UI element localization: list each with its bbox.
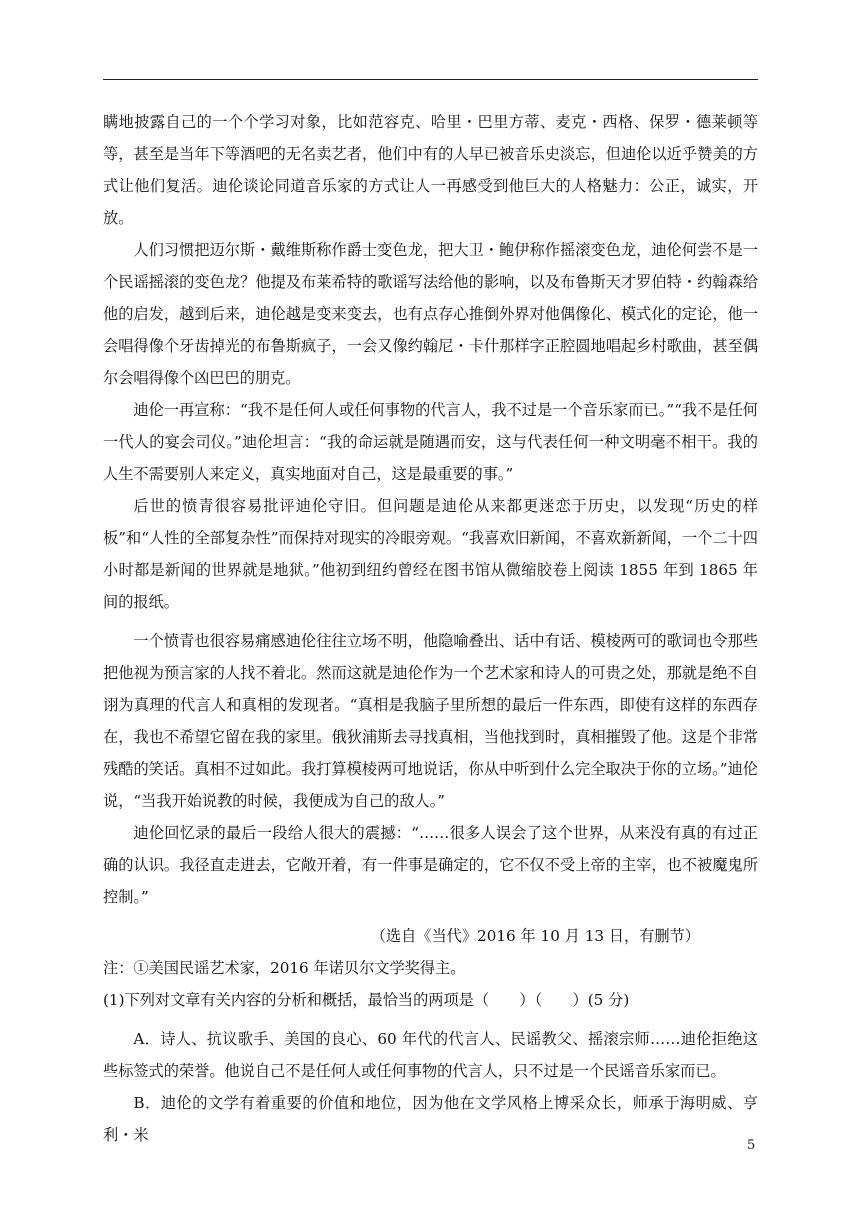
document-body [103, 106, 758, 1151]
paragraph-1: 瞒地披露自己的一个个学习对象，比如范容克、哈里・巴里方蒂、麦克・西格、保罗・德莱顿等等，甚至是当年下等酒吧的无名卖艺者，他们中有的人早已被音乐史淡忘，但迪伦以近乎赞美的方式让他们复活。迪伦谈论同道音乐家的方式让人一再感受到他巨大的人格魅力：公正，诚实，开放。 [103, 113, 758, 227]
footnote: 注：①美国民谣艺术家，2016 年诺贝尔文学奖得主。 [103, 959, 466, 977]
question-1: (1)下列对文章有关内容的分析和概括，最恰当的两项是（ ）（ ）(5 分) [103, 991, 630, 1009]
paragraph-2: 人们习惯把迈尔斯・戴维斯称作爵士变色龙，把大卫・鲍伊称作摇滚变色龙，迪伦何尝不是一个民谣摇滚的变色龙？他提及布莱希特的歌谣写法给他的影响，以及布鲁斯天才罗伯特・约翰森给他的启发，越到后来，迪伦越是变来变去，也有点存心推倒外界对他偶像化、模式化的定论，他一会唱得像个牙齿掉光的布鲁斯疯子，一会又像约翰尼・卡什那样字正腔圆地唱起乡村歌曲，甚至偶尔会唱得像个凶巴巴的朋克。 [103, 241, 758, 387]
paragraph-5: 一个愤青也很容易痛感迪伦往往立场不明，他隐喻叠出、话中有话、模棱两可的歌词也令那些把他视为预言家的人找不着北。然而这就是迪伦作为一个艺术家和诗人的可贵之处，那就是绝不自诩为真理的代言人和真相的发现者。“真相是我脑子里所想的最后一件东西，即使有这样的东西存在，我也不希望它留在我的家里。俄狄浦斯去寻找真相，当他找到时，真相摧毁了他。这是个非常残酷的笑话。真相不过如此。我打算模棱两可地说话，你从中听到什么完全取决于你的立场。”迪伦说，“当我开始说教的时候，我便成为自己的敌人。” [103, 632, 758, 810]
paragraph-4: 后世的愤青很容易批评迪伦守旧。但问题是迪伦从来都更迷恋于历史，以发现“历史的样板”和“人性的全部复杂性”而保持对现实的冷眼旁观。“我喜欢旧新闻，不喜欢新新闻，一个二十四小时都是新闻的世界就是地狱。”他初到纽约曾经在图书馆从微缩胶卷上阅读 1855 年到 1865 年间的报纸。 [103, 497, 758, 611]
option-a: A．诗人、抗议歌手、美国的良心、60 年代的代言人、民谣教父、摇滚宗师……迪伦拒绝这些标签式的荣誉。他说自己不是任何人或任何事物的代言人，只不过是一个民谣音乐家而已。 [103, 1030, 758, 1080]
option-b: B．迪伦的文学有着重要的价值和地位，因为他在文学风格上博采众长，师承于海明威、亨利・米 [103, 1094, 758, 1144]
paragraph-6: 迪伦回忆录的最后一段给人很大的震撼：“……很多人误会了这个世界，从来没有真的有过正确的认识。我径直走进去，它敞开着，有一件事是确定的，它不仅不受上帝的主宰，也不被魔鬼所控制。” [103, 824, 758, 906]
page-number: 5 [747, 1138, 756, 1153]
header-rule [103, 79, 758, 80]
source-citation: （选自《当代》2016 年 10 月 13 日，有删节） [370, 927, 700, 945]
paragraph-3: 迪伦一再宣称：“我不是任何人或任何事物的代言人，我不过是一个音乐家而已。”“我不是任何一代人的宴会司仪。”迪伦坦言：“我的命运就是随遇而安，这与代表任何一种文明毫不相干。我的人生不需要别人来定义，真实地面对自己，这是最重要的事。” [103, 401, 758, 483]
